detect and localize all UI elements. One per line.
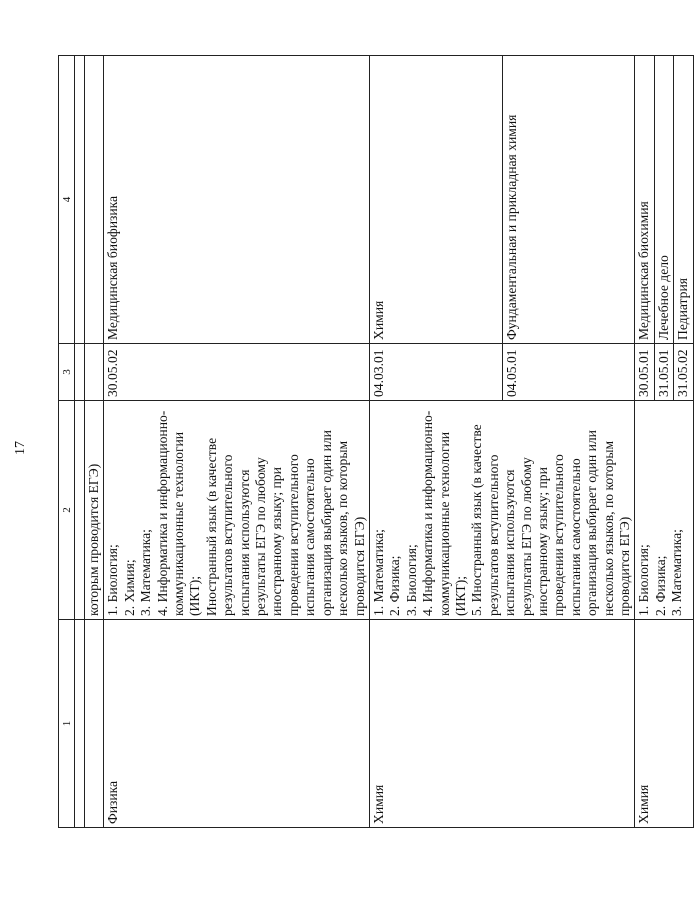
exam-table-sheet — [58, 56, 691, 828]
exam-item: 1. Математика; — [370, 529, 386, 616]
column-number: 4 — [59, 56, 75, 344]
subject-cell: Физика — [104, 620, 370, 828]
program-name: Лечебное дело — [654, 56, 673, 344]
program-name: Медицинская биофизика — [104, 56, 370, 344]
program-code: 31.05.01 — [654, 344, 673, 401]
program-code: 31.05.02 — [674, 344, 693, 401]
table-cell — [85, 344, 104, 401]
exam-item: Иностранный язык (в качестве результатов вступительного испытания используются результаты ЕГЭ по любому иностранному языку; при проведении вступительного испытания самостоятельно организация выбирает один или несколько языков, по которым проводится ЕГЭ) — [203, 430, 367, 616]
continuation-row — [85, 56, 104, 828]
program-name: Химия — [369, 56, 502, 344]
column-number: 3 — [59, 344, 75, 401]
table-cell — [85, 56, 104, 344]
table-cell — [75, 344, 85, 401]
table-row — [369, 56, 502, 828]
table-row — [635, 56, 654, 828]
page-number-text: 17 — [13, 441, 28, 455]
program-name: Педиатрия — [674, 56, 693, 344]
program-name: Медицинская биохимия — [635, 56, 654, 344]
program-code: 30.05.02 — [104, 344, 370, 401]
exam-requirements-table — [58, 55, 694, 828]
column-number: 1 — [59, 620, 75, 828]
exam-list-cell — [369, 401, 635, 620]
exam-item: 2. Химия; — [121, 559, 137, 616]
program-code: 04.05.01 — [502, 344, 635, 401]
exam-item: 2. Физика; — [652, 555, 668, 616]
table-cell — [85, 620, 104, 828]
exam-item: 1. Биология; — [105, 544, 121, 616]
program-code: 04.03.01 — [369, 344, 502, 401]
subject-cell: Химия — [369, 620, 635, 828]
column-number-row — [59, 56, 75, 828]
exam-item: 2. Физика; — [387, 555, 403, 616]
column-number: 2 — [59, 401, 75, 620]
exam-item: 1. Биология; — [636, 544, 652, 616]
exam-item: 4. Информатика и информационно-коммуникационные технологии (ИКТ); — [420, 410, 468, 616]
exam-item: 3. Математика; — [669, 529, 685, 616]
table-row — [104, 56, 370, 828]
table-cell — [75, 401, 85, 620]
exam-item: 3. Математика; — [138, 529, 154, 616]
exam-item: 3. Биология; — [403, 544, 419, 616]
exam-list-cell — [635, 401, 693, 620]
table-cell — [75, 56, 85, 344]
subject-cell: Химия — [635, 620, 693, 828]
program-code: 30.05.01 — [635, 344, 654, 401]
exam-list-cell — [104, 401, 370, 620]
exam-item: 5. Иностранный язык (в качестве результатов вступительного испытания используются результаты ЕГЭ по любому иностранному языку; при проведении вступительного испытания самостоятельно организация выбирает один или несколько языков, по которым проводится ЕГЭ) — [469, 424, 632, 616]
continued-exam-text: которым проводится ЕГЭ) — [85, 401, 104, 620]
program-name: Фундаментальная и прикладная химия — [502, 56, 635, 344]
continuation-gap-row — [75, 56, 85, 828]
exam-item: 4. Информатика и информационно-коммуникационные технологии (ИКТ); — [154, 410, 203, 616]
table-cell — [75, 620, 85, 828]
